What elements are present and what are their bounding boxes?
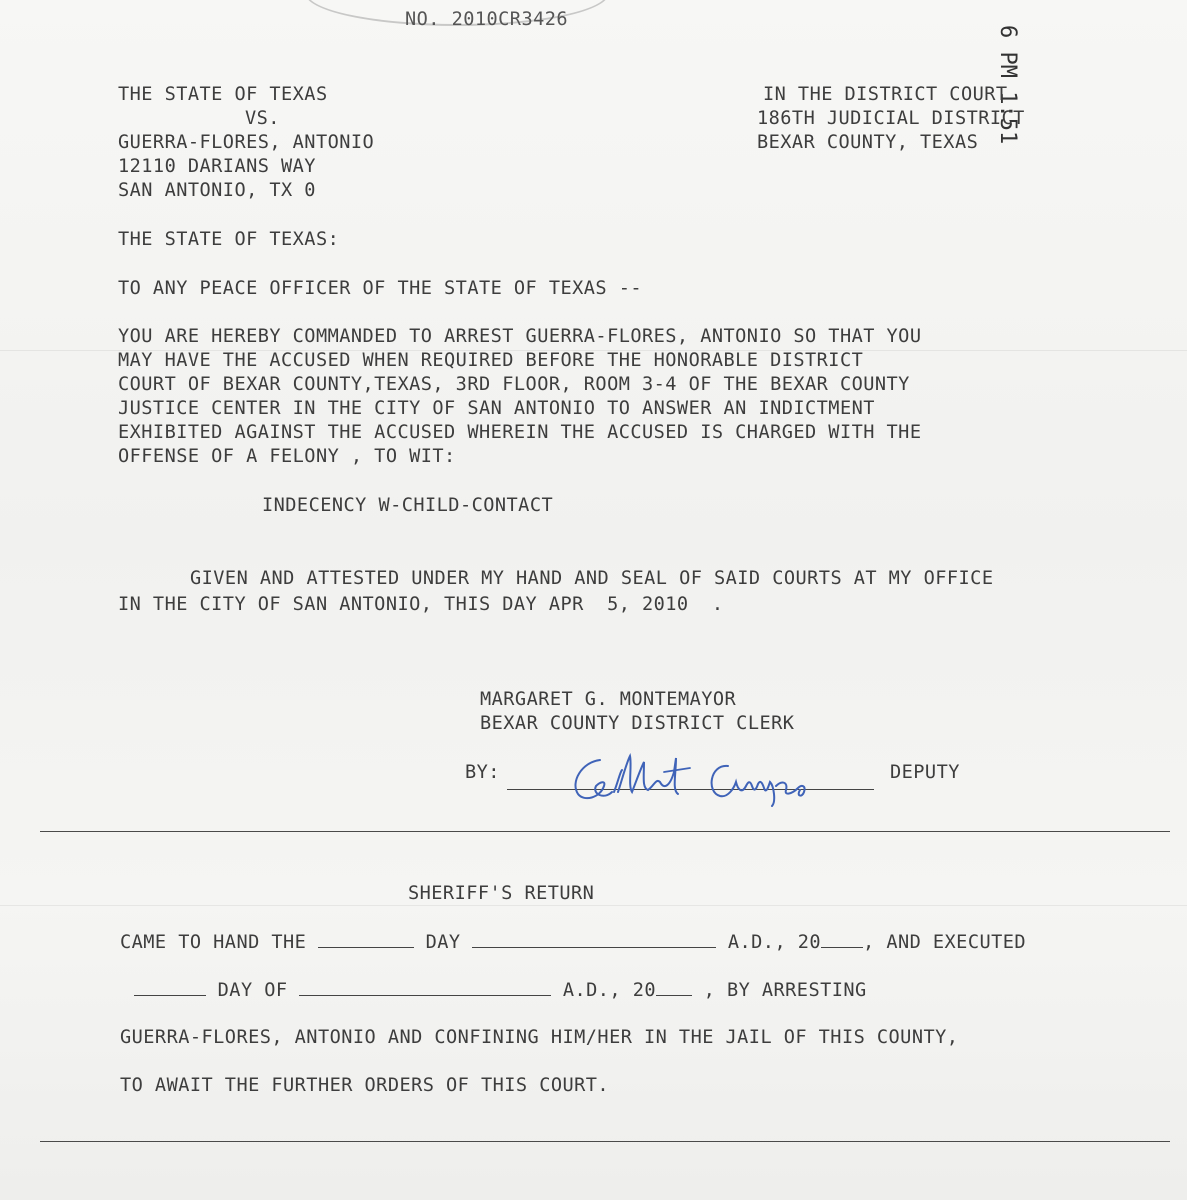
offense-text: INDECENCY W-CHILD-CONTACT (262, 495, 554, 516)
attest-line: GIVEN AND ATTESTED UNDER MY HAND AND SEAL OF SAID COURTS AT MY OFFICE (190, 568, 994, 589)
signature-text: Gilbert Campos (560, 742, 569, 743)
section-divider (40, 831, 1170, 832)
deputy-label: DEPUTY (890, 762, 960, 783)
return-text: A.D., 20 (562, 980, 656, 1001)
blank-field (821, 929, 863, 948)
case-number: NO. 2010CR3426 (405, 9, 569, 30)
return-text: DAY (425, 932, 461, 953)
return-line-2 (134, 977, 867, 1004)
command-line: OFFENSE OF A FELONY , TO WIT: (118, 446, 456, 467)
return-line-3: GUERRA-FLORES, ANTONIO AND CONFINING HIM/HER IN THE JAIL OF THIS COUNTY, (120, 1027, 959, 1048)
caption-city: SAN ANTONIO, TX 0 (118, 180, 316, 201)
blank-field (472, 929, 716, 948)
return-text: , AND EXECUTED (863, 932, 1027, 953)
attest-line: IN THE CITY OF SAN ANTONIO, THIS DAY APR 5, 2010 . (118, 594, 724, 615)
court-district: 186TH JUDICIAL DISTRICT (757, 108, 1025, 129)
salutation: THE STATE OF TEXAS: (118, 229, 340, 250)
return-text: CAME TO HAND THE (120, 932, 307, 953)
bottom-divider (40, 1141, 1170, 1142)
sheriff-return-heading: SHERIFF'S RETURN (408, 883, 595, 904)
return-text: , BY ARRESTING (703, 980, 867, 1001)
caption-state: THE STATE OF TEXAS (118, 84, 328, 105)
return-text: DAY OF (217, 980, 288, 1001)
return-line-4: TO AWAIT THE FURTHER ORDERS OF THIS COURT. (120, 1075, 610, 1096)
caption-vs: VS. (245, 108, 280, 129)
command-line: EXHIBITED AGAINST THE ACCUSED WHEREIN THE ACCUSED IS CHARGED WITH THE (118, 422, 922, 443)
blank-field (134, 977, 206, 996)
blank-field (656, 977, 692, 996)
filing-time-text: 6 PM 1:51 (995, 25, 1020, 145)
command-line: YOU ARE HEREBY COMMANDED TO ARREST GUERRA-FLORES, ANTONIO SO THAT YOU (118, 326, 922, 347)
command-line: COURT OF BEXAR COUNTY,TEXAS, 3RD FLOOR, ROOM 3-4 OF THE BEXAR COUNTY (118, 374, 910, 395)
clerk-title: BEXAR COUNTY DISTRICT CLERK (480, 713, 795, 734)
blank-field (299, 977, 551, 996)
return-line-1 (120, 929, 1026, 956)
by-label: BY: (465, 762, 500, 783)
command-line: JUSTICE CENTER IN THE CITY OF SAN ANTONIO TO ANSWER AN INDICTMENT (118, 398, 875, 419)
caption-defendant: GUERRA-FLORES, ANTONIO (118, 132, 375, 153)
return-text: A.D., 20 (727, 932, 822, 953)
blank-field (318, 929, 414, 948)
court-county: BEXAR COUNTY, TEXAS (757, 132, 979, 153)
deputy-signature (560, 742, 840, 812)
caption-address: 12110 DARIANS WAY (118, 156, 316, 177)
court-name: IN THE DISTRICT COURT (763, 84, 1008, 105)
command-line: MAY HAVE THE ACCUSED WHEN REQUIRED BEFORE THE HONORABLE DISTRICT (118, 350, 864, 371)
address-line: TO ANY PEACE OFFICER OF THE STATE OF TEXAS -- (118, 278, 642, 299)
clerk-name: MARGARET G. MONTEMAYOR (480, 689, 737, 710)
